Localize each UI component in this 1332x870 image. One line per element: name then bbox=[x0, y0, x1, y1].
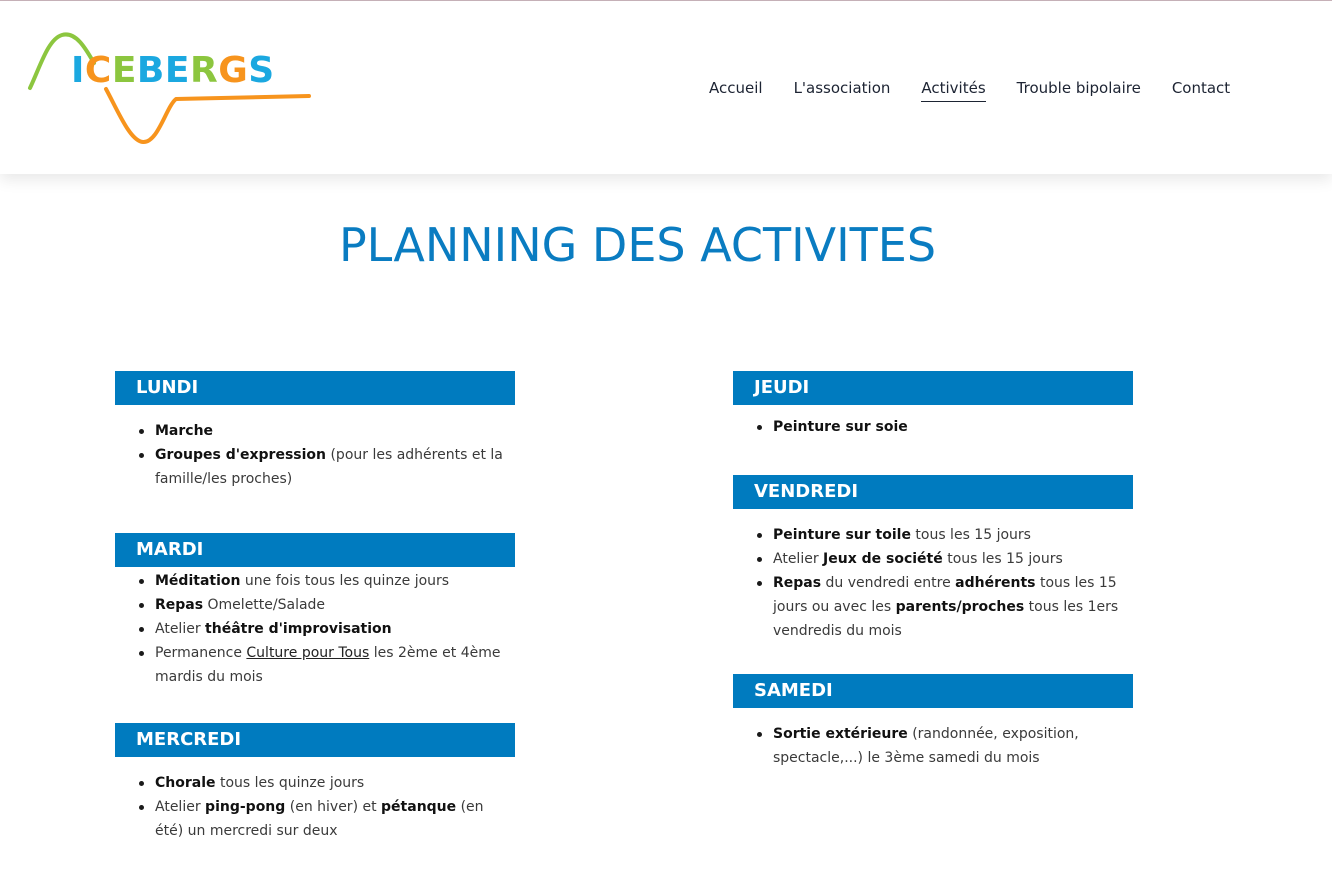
activity-name: Repas bbox=[155, 597, 204, 613]
activity-detail: Permanence bbox=[155, 645, 247, 661]
activity-list bbox=[115, 419, 515, 491]
activity-item bbox=[733, 547, 1133, 571]
day-header: SAMEDI bbox=[733, 674, 1133, 708]
nav-item-association[interactable]: L'association bbox=[793, 79, 891, 97]
day-header: VENDREDI bbox=[733, 475, 1133, 509]
activity-name: Groupes d'expression bbox=[155, 447, 327, 463]
activity-detail: du vendredi entre bbox=[821, 575, 956, 591]
activity-item bbox=[733, 415, 1133, 439]
day-section-vendredi bbox=[733, 475, 1133, 643]
nav-item-accueil[interactable]: Accueil bbox=[709, 79, 763, 97]
activity-detail: une fois tous les quinze jours bbox=[240, 573, 450, 589]
logo-letter: I bbox=[71, 50, 85, 91]
activity-item bbox=[115, 593, 515, 617]
activity-item bbox=[733, 523, 1133, 547]
activity-detail: Atelier bbox=[155, 799, 206, 815]
activity-list bbox=[115, 771, 515, 843]
logo-text bbox=[71, 51, 275, 91]
activity-detail: tous les quinze jours bbox=[215, 775, 365, 791]
site-header bbox=[0, 1, 1332, 174]
day-header: JEUDI bbox=[733, 371, 1133, 405]
nav-item-contact[interactable]: Contact bbox=[1171, 79, 1231, 97]
logo-letter: E bbox=[111, 50, 137, 91]
culture-pour-tous-link[interactable]: Culture pour Tous bbox=[246, 645, 370, 661]
day-section-samedi bbox=[733, 674, 1133, 770]
activity-detail: tous les 15 jours bbox=[942, 551, 1063, 567]
activity-name: Peinture sur soie bbox=[773, 419, 908, 435]
activity-name: parents/proches bbox=[895, 599, 1025, 615]
activity-list bbox=[733, 722, 1133, 770]
day-section-mercredi bbox=[115, 723, 515, 843]
activity-item bbox=[115, 771, 515, 795]
activity-name: adhérents bbox=[955, 575, 1036, 591]
logo-letter: G bbox=[218, 50, 249, 91]
activity-detail: Omelette/Salade bbox=[203, 597, 326, 613]
activity-detail: (pour les adhérents et la famille/les proches) bbox=[155, 447, 503, 487]
activity-item bbox=[115, 419, 515, 443]
activity-name: Repas bbox=[773, 575, 822, 591]
day-section-mardi bbox=[115, 533, 515, 689]
activity-list bbox=[733, 523, 1133, 643]
activity-list bbox=[733, 415, 1133, 439]
logo-letter: B bbox=[136, 50, 165, 91]
activity-item bbox=[733, 571, 1133, 643]
nav-item-activites[interactable]: Activités bbox=[921, 79, 986, 97]
activity-item bbox=[115, 641, 515, 689]
activity-name: Sortie extérieure bbox=[773, 726, 908, 742]
activity-name: Peinture sur toile bbox=[773, 527, 911, 543]
activity-detail: les 2ème et 4ème mardis du mois bbox=[155, 645, 501, 685]
activity-item bbox=[115, 617, 515, 641]
activity-detail: tous les 15 jours ou avec les bbox=[773, 575, 1117, 615]
nav-item-trouble-bipolaire[interactable]: Trouble bipolaire bbox=[1016, 79, 1141, 97]
activity-item bbox=[115, 443, 515, 491]
activity-item bbox=[115, 795, 515, 843]
activity-name: Méditation bbox=[155, 573, 241, 589]
activity-name: pétanque bbox=[381, 799, 457, 815]
activity-detail: tous les 1ers vendredis du mois bbox=[773, 599, 1119, 639]
activity-name: Chorale bbox=[155, 775, 216, 791]
day-section-jeudi bbox=[733, 371, 1133, 439]
activity-name: théâtre d'improvisation bbox=[205, 621, 392, 637]
activity-name: ping-pong bbox=[205, 799, 286, 815]
activity-detail: Atelier bbox=[155, 621, 206, 637]
page-title: PLANNING DES ACTIVITES bbox=[338, 218, 937, 272]
logo-letter: C bbox=[84, 50, 112, 91]
activity-detail: Atelier bbox=[773, 551, 824, 567]
main-nav bbox=[709, 77, 1261, 99]
activity-detail: (randonnée, exposition, spectacle,...) le 3ème samedi du mois bbox=[773, 726, 1079, 766]
activity-name: Jeux de société bbox=[823, 551, 943, 567]
activity-item bbox=[733, 722, 1133, 770]
activity-detail: tous les 15 jours bbox=[910, 527, 1031, 543]
activity-name: Marche bbox=[155, 423, 214, 439]
logo-home-link[interactable] bbox=[26, 29, 316, 149]
day-header: LUNDI bbox=[115, 371, 515, 405]
activity-detail: (en été) un mercredi sur deux bbox=[155, 799, 484, 839]
activity-item bbox=[115, 569, 515, 593]
day-header: MARDI bbox=[115, 533, 515, 567]
logo-letter: S bbox=[248, 50, 275, 91]
activity-detail: (en hiver) et bbox=[285, 799, 382, 815]
day-section-lundi bbox=[115, 371, 515, 491]
activity-list bbox=[115, 569, 515, 689]
logo-letter: E bbox=[164, 50, 190, 91]
logo-letter: R bbox=[189, 50, 219, 91]
day-header: MERCREDI bbox=[115, 723, 515, 757]
